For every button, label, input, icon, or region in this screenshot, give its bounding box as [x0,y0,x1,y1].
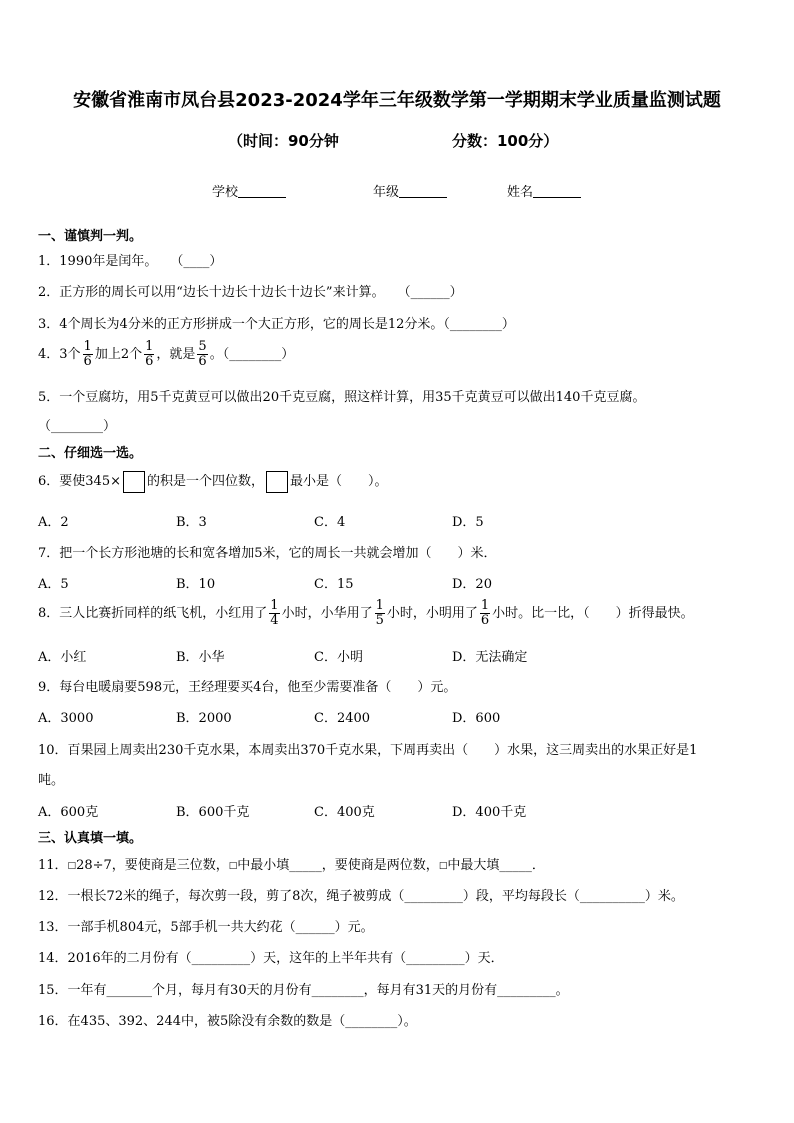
fraction: $\frac{1}{6}$ [83,339,92,369]
q11-text-4: 中最大填_____． [447,858,545,873]
section-heading-2: 二、仔细选一选。 [38,446,143,461]
q6-option-d[interactable]: D．5 [452,515,484,530]
exam-title: 安徽省淮南市凤台县2023-2024学年三年级数学第一学期期末学业质量监测试题 [73,90,721,111]
q9-option-b[interactable]: B．2000 [176,711,232,726]
question-5-line-2: （________） [38,419,117,434]
question-2: 2．正方形的周长可以用“边长十边长十边长十边长”来计算。 （______） [38,285,463,300]
name-label: 姓名 [507,185,534,200]
q4-text-3: ，就是 [156,347,196,362]
grade-label: 年级 [373,185,400,200]
question-5-line-1: 5．一个豆腐坊，用5千克黄豆可以做出20千克豆腐，照这样计算，用35千克黄豆可以做出140千克豆腐。 [38,390,646,405]
fraction: $\frac{5}{6}$ [198,339,207,369]
square-placeholder-icon: □ [67,861,77,871]
q11-text-2: 28÷7，要使商是三位数， [76,858,229,873]
q4-text-2: 加上2个 [94,347,143,362]
section-heading-3: 三、认真填一填。 [38,831,143,846]
q9-option-a[interactable]: A．3000 [38,711,94,726]
q9-option-d[interactable]: D．600 [452,711,501,726]
q6-text-1: 6．要使345× [38,474,121,489]
q4-text-1: 4．3个 [38,347,81,362]
q7-option-b[interactable]: B．10 [176,577,216,592]
section-heading-1: 一、谨慎判一判。 [38,229,143,244]
q7-option-c[interactable]: C．15 [314,577,354,592]
q4-text-4: 。（________） [209,347,295,362]
q6-text-3: 最小是（ ）。 [290,474,388,489]
q6-option-b[interactable]: B．3 [176,515,207,530]
q7-option-d[interactable]: D．20 [452,577,492,592]
q7-option-a[interactable]: A．5 [38,577,69,592]
exam-time: （时间：90分钟 [228,132,339,150]
question-16: 16．在435、392、244中，被5除没有余数的数是（________）。 [38,1014,417,1029]
school-field [212,181,286,200]
q11-text-1: 11． [38,858,68,873]
square-placeholder-icon: □ [228,861,238,871]
question-14: 14．2016年的二月份有（_________）天，这年的上半年共有（_________）天． [38,951,504,966]
q8-option-a[interactable]: A．小红 [38,650,87,665]
question-8 [38,599,694,628]
question-6 [38,470,388,493]
q8-option-b[interactable]: B．小华 [176,650,225,665]
answer-box[interactable] [123,471,145,493]
question-3: 3．4个周长为4分米的正方形拼成一个大正方形，它的周长是12分米。（________） [38,317,515,332]
question-13: 13．一部手机804元，5部手机一共大约花（______）元。 [38,920,374,935]
q10-option-b[interactable]: B．600千克 [176,805,250,820]
q8-text-4: 小时。比一比，（ ）折得最快。 [492,606,694,621]
q8-text-3: 小时，小明用了 [386,606,478,621]
q6-option-c[interactable]: C．4 [314,515,346,530]
q6-text-2: 的积是一个四位数， [146,474,264,489]
q8-text-1: 8．三人比赛折同样的纸飞机，小红用了 [38,606,268,621]
name-field [507,181,581,200]
fraction: $\frac{1}{6}$ [145,339,154,369]
q6-option-a[interactable]: A．2 [38,515,69,530]
fraction: $\frac{1}{4}$ [270,598,279,628]
question-1: 1．1990年是闰年。 （____） [38,254,223,269]
square-placeholder-icon: □ [438,861,448,871]
name-blank[interactable] [533,185,581,198]
q10-option-c[interactable]: C．400克 [314,805,375,820]
question-10-line-2: 吨。 [38,773,65,788]
q9-option-c[interactable]: C．2400 [314,711,371,726]
school-label: 学校 [212,185,239,200]
question-9: 9．每台电暖扇要598元，王经理要买4台，他至少需要准备（ ）元。 [38,680,457,695]
q8-option-c[interactable]: C．小明 [314,650,363,665]
question-4 [38,340,294,369]
question-12: 12．一根长72米的绳子，每次剪一段，剪了8次，绳子被剪成（_________）段，平均每段长（__________）米。 [38,889,684,904]
q8-text-2: 小时，小华用了 [281,606,373,621]
question-7: 7．把一个长方形池塘的长和宽各增加5米，它的周长一共就会增加（ ）米． [38,546,497,561]
q11-text-3: 中最小填_____，要使商是两位数， [237,858,439,873]
fraction: $\frac{1}{6}$ [480,598,490,628]
question-15: 15．一年有_______个月，每月有30天的月份有________，每月有31天的月份有_________。 [38,983,569,998]
grade-blank[interactable] [399,185,447,198]
q10-option-a[interactable]: A．600克 [38,805,99,820]
exam-score: 分数：100分） [452,132,559,150]
fraction: $\frac{1}{5}$ [375,598,384,628]
answer-box[interactable] [266,471,288,493]
question-11 [38,854,545,873]
q8-option-d[interactable]: D．无法确定 [452,650,528,665]
question-10-line-1: 10．百果园上周卖出230千克水果，本周卖出370千克水果，下周再卖出（ ）水果，这三周卖出的水果正好是1 [38,743,698,758]
q10-option-d[interactable]: D．400千克 [452,805,527,820]
school-blank[interactable] [238,185,286,198]
grade-field [373,181,447,200]
